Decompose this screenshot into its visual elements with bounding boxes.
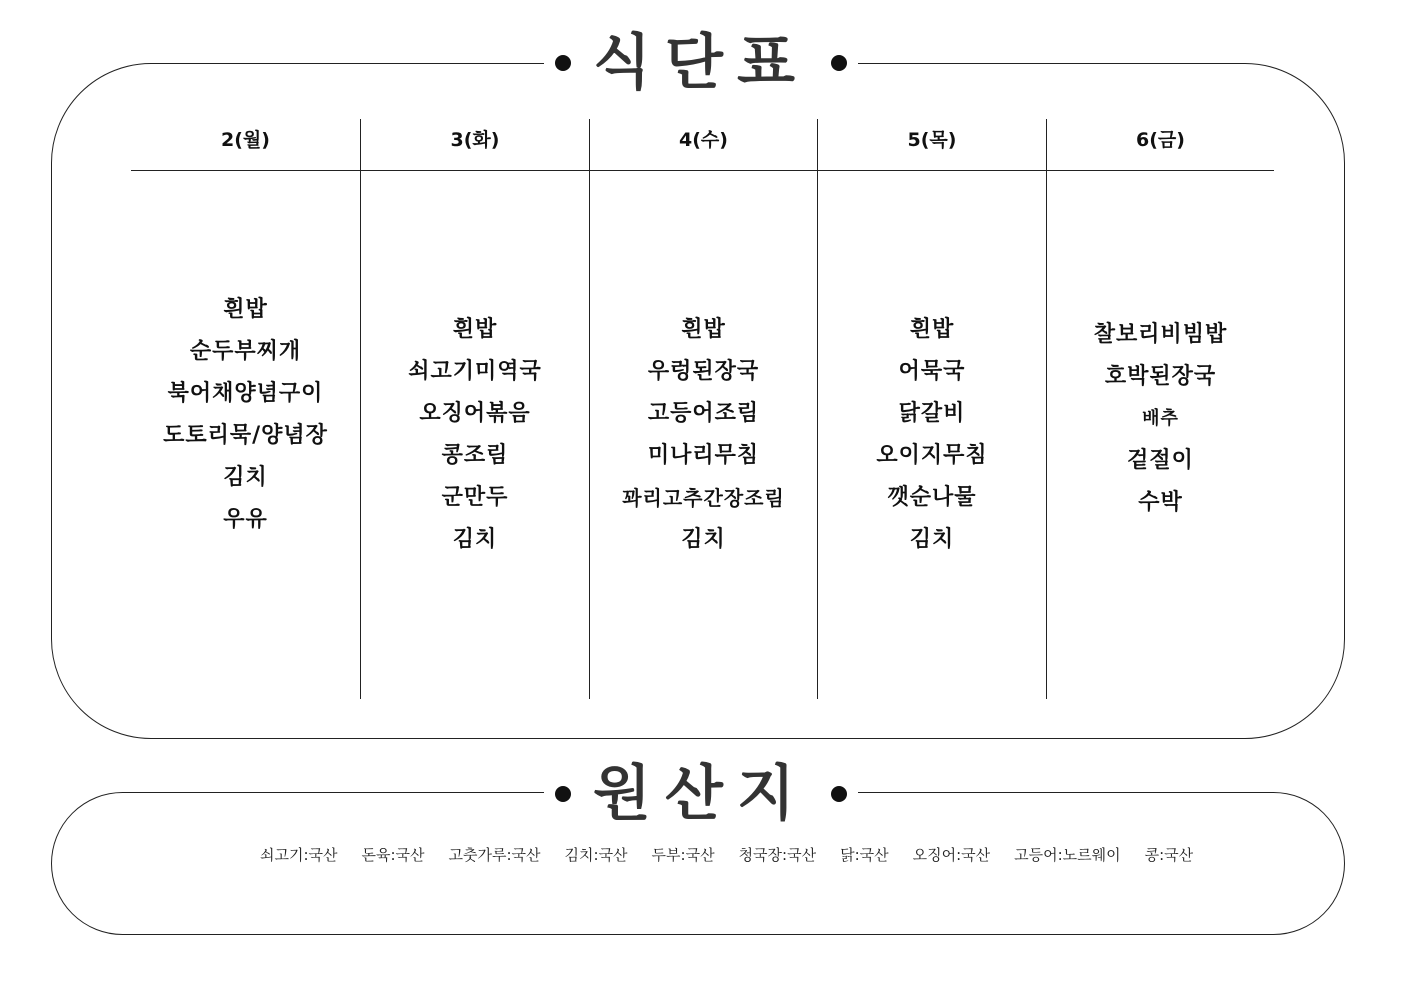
origin-item: 김치:국산 [564, 845, 628, 864]
right-bullet-dot [831, 786, 847, 802]
origin-item: 쇠고기:국산 [260, 845, 338, 864]
menu-title-banner [544, 28, 858, 98]
menu-item: 흰밥 [681, 317, 726, 342]
right-bullet-dot [831, 55, 847, 71]
menu-item: 김치 [452, 527, 498, 552]
origin-item: 고춧가루:국산 [448, 845, 541, 864]
menu-item: 군만두 [441, 485, 509, 510]
menu-column-fri [1047, 156, 1274, 682]
origin-item: 고등어:노르웨이 [1014, 845, 1121, 864]
day-header-thu: 5(목) [907, 129, 957, 151]
origin-title: 원산지 [571, 759, 831, 829]
menu-item: 흰밥 [452, 317, 498, 342]
origin-item: 콩:국산 [1144, 845, 1194, 864]
day-header-tue: 3(화) [450, 129, 500, 151]
menu-column-thu [818, 172, 1046, 698]
origin-item: 오징어:국산 [912, 845, 991, 864]
menu-item: 쇠고기미역국 [408, 359, 542, 384]
menu-item: 오이지무침 [876, 443, 988, 468]
menu-item: 콩조림 [441, 443, 509, 468]
menu-item: 미나리무침 [647, 443, 760, 468]
menu-item: 배추 [1142, 408, 1179, 429]
menu-item: 김치 [909, 527, 955, 552]
menu-item: 깻순나물 [887, 485, 977, 510]
menu-item: 흰밥 [909, 317, 955, 342]
menu-item: 우유 [223, 507, 268, 532]
left-bullet-dot [555, 55, 571, 71]
menu-column-tue [361, 172, 589, 698]
menu-item: 오징어볶음 [419, 401, 531, 426]
menu-item: 흰밥 [223, 297, 268, 322]
origin-item: 돈육:국산 [361, 845, 425, 864]
day-header-wed: 4(수) [679, 129, 728, 151]
menu-item: 고등어조림 [647, 401, 760, 426]
menu-item: 우렁된장국 [647, 359, 760, 384]
origin-title-banner [544, 759, 858, 829]
origin-item: 두부:국산 [651, 845, 715, 864]
menu-item: 김치 [223, 465, 268, 490]
menu-item: 꽈리고추간장조림 [622, 486, 785, 510]
menu-item: 북어채양념구이 [167, 381, 324, 406]
menu-column-wed [590, 172, 817, 698]
menu-item: 김치 [681, 527, 726, 552]
menu-item: 도토리묵/양념장 [163, 423, 328, 448]
origin-item: 닭:국산 [840, 845, 889, 864]
menu-item: 닭갈비 [898, 401, 966, 426]
day-header-fri: 6(금) [1136, 129, 1185, 151]
menu-item: 겉절이 [1127, 448, 1194, 473]
menu-item: 수박 [1138, 490, 1183, 515]
menu-item: 찰보리비빔밥 [1093, 322, 1228, 347]
day-header-mon: 2(월) [221, 129, 270, 151]
menu-item: 어묵국 [898, 359, 966, 384]
origin-item: 청국장:국산 [738, 845, 817, 864]
menu-item: 호박된장국 [1104, 364, 1217, 389]
origin-list [260, 842, 1250, 866]
menu-title: 식단표 [571, 28, 831, 98]
left-bullet-dot [555, 786, 571, 802]
menu-column-mon [131, 152, 360, 678]
menu-item: 순두부찌개 [189, 339, 302, 364]
